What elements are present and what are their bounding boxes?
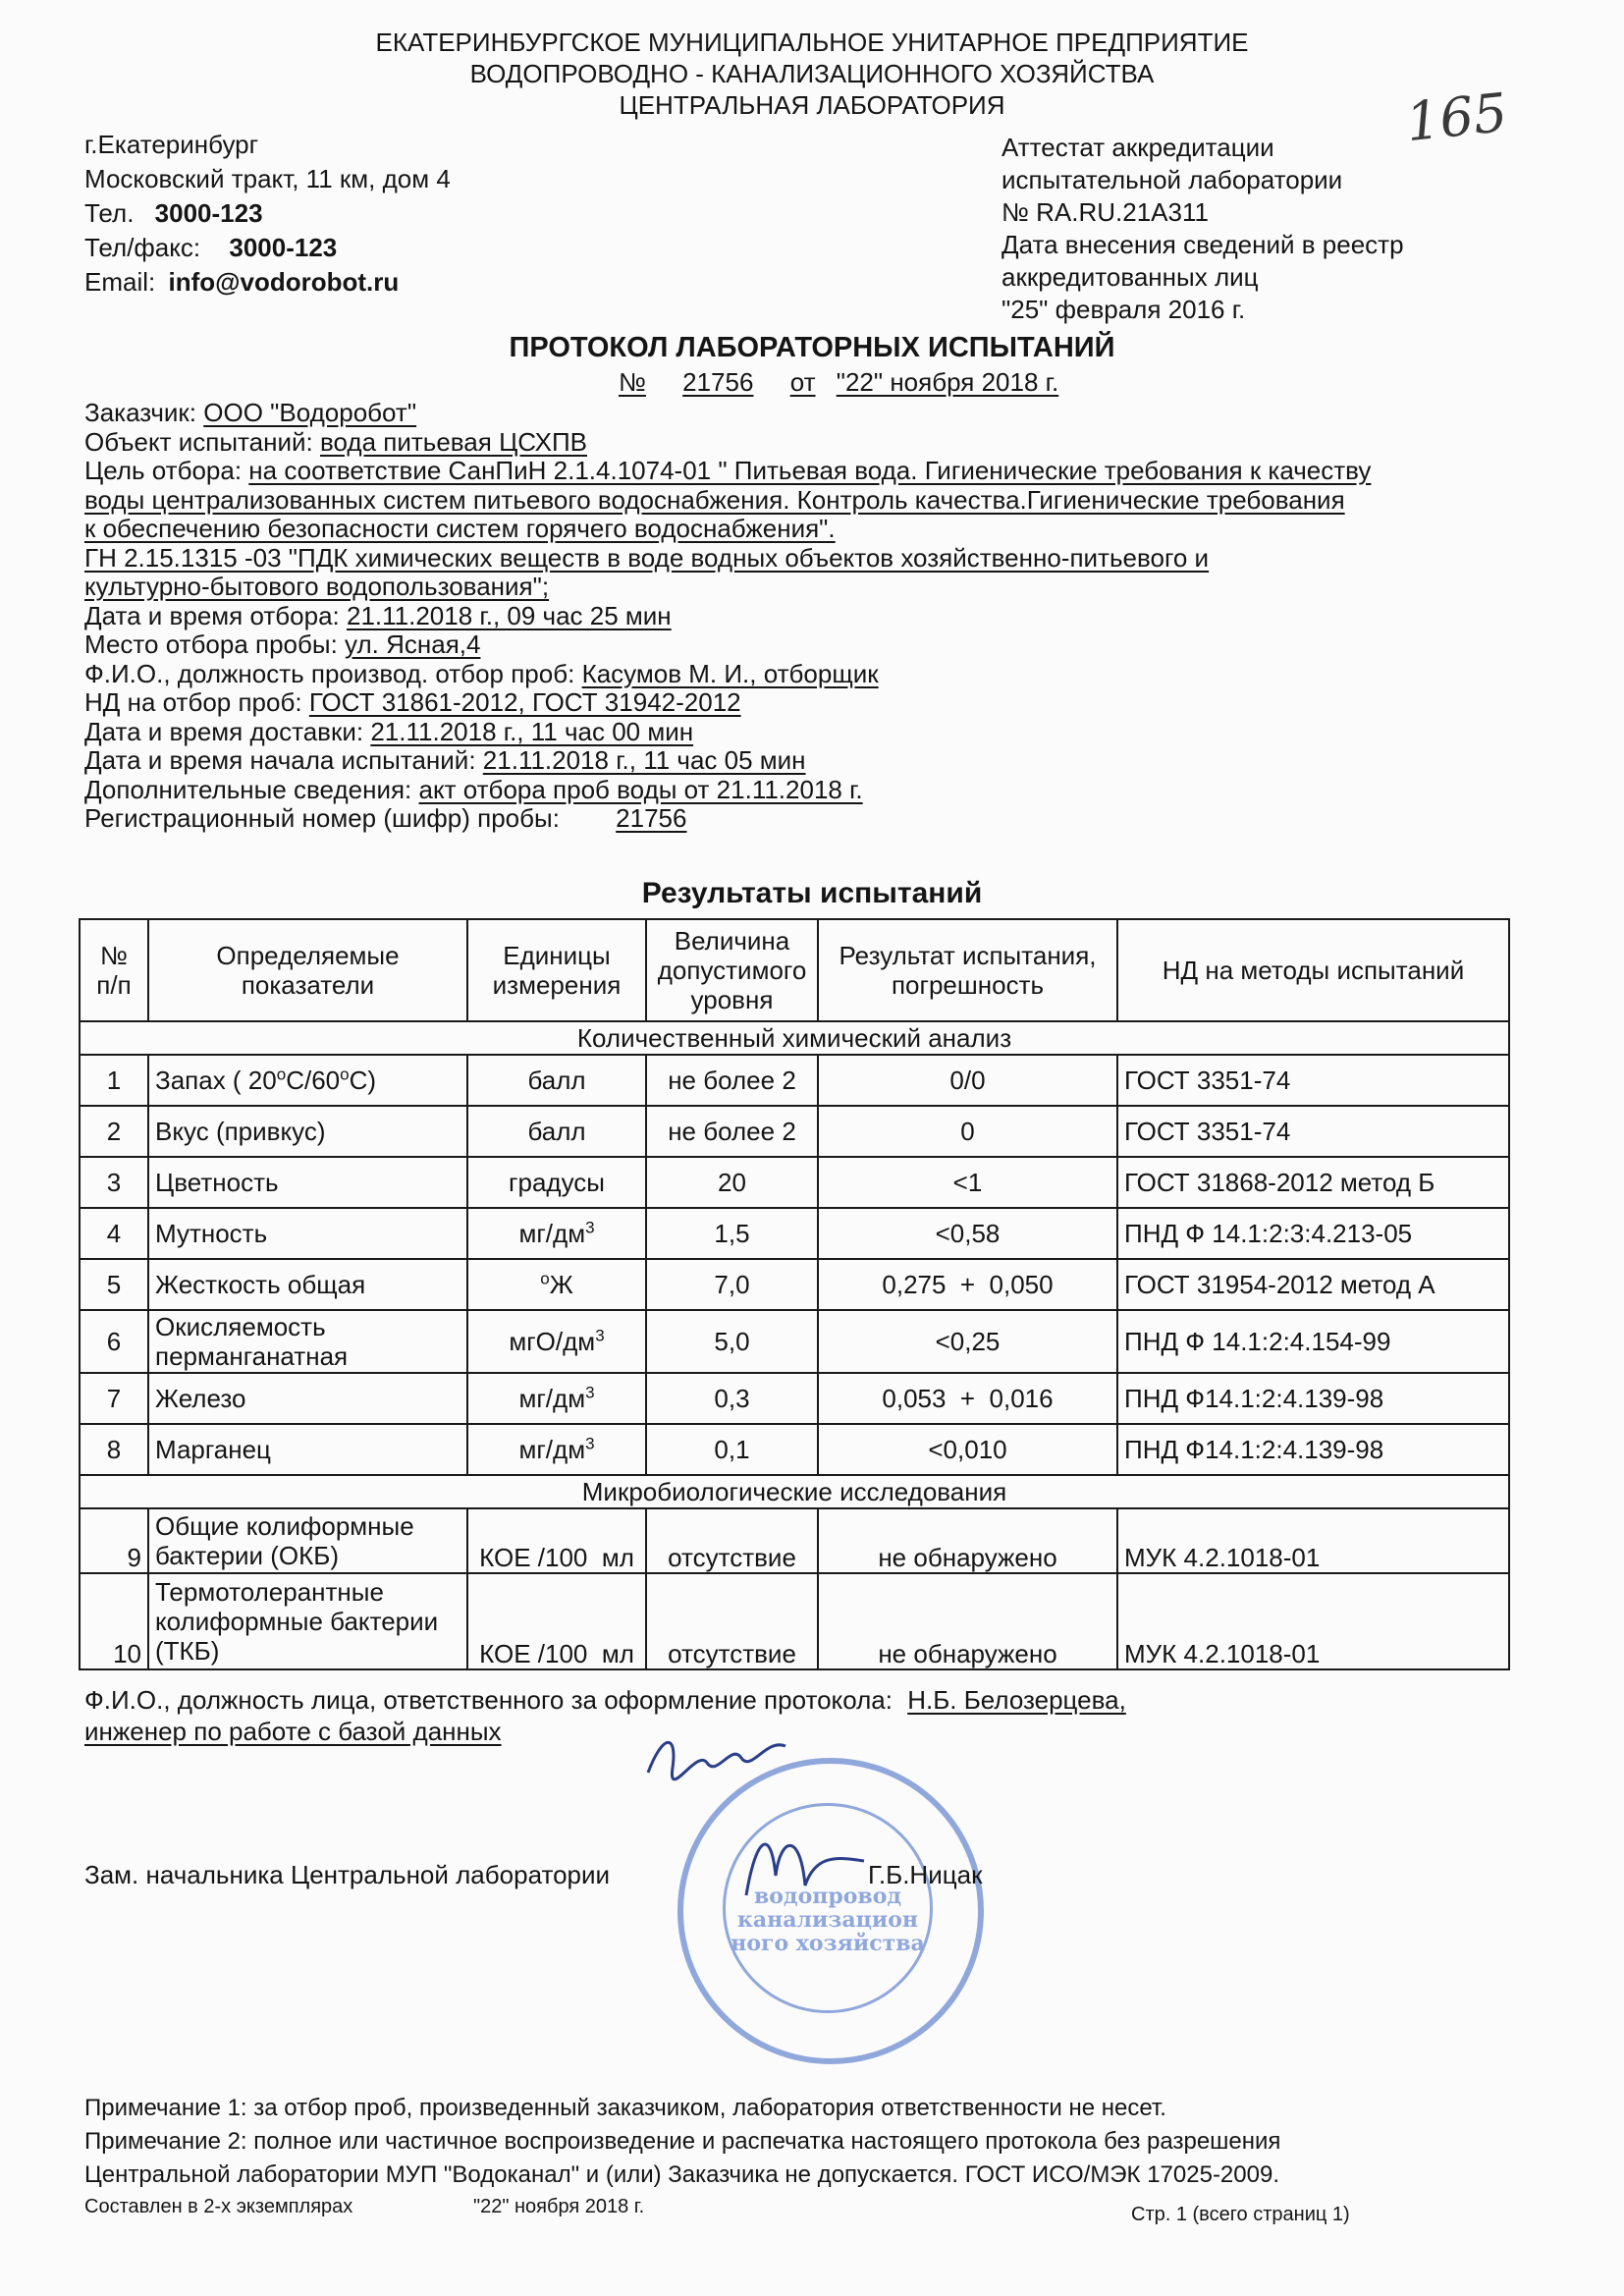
row-result: <0,58 bbox=[818, 1208, 1117, 1259]
delivery-datetime: 21.11.2018 г., 11 час 00 мин bbox=[370, 716, 694, 746]
row-result: 0/0 bbox=[818, 1055, 1117, 1106]
header-method: НД на методы испытаний bbox=[1117, 919, 1509, 1021]
signer-signature bbox=[727, 1817, 874, 1905]
row-num: 2 bbox=[80, 1106, 148, 1157]
row-method: ГОСТ 3351-74 bbox=[1117, 1106, 1509, 1157]
sampler-name: Касумов М. И., отборщик bbox=[581, 658, 879, 688]
field-label: Дата и время начала испытаний: bbox=[84, 745, 476, 775]
row-num: 8 bbox=[80, 1424, 148, 1475]
org-name-line2: ВОДОПРОВОДНО - КАНАЛИЗАЦИОННОГО ХОЗЯЙСТВА bbox=[469, 59, 1155, 88]
field-label: Цель отбора: bbox=[84, 456, 243, 485]
table-row bbox=[80, 1208, 1509, 1259]
protocol-title: ПРОТОКОЛ ЛАБОРАТОРНЫХ ИСПЫТАНИЙ bbox=[509, 332, 1115, 363]
footer-date: "22" ноября 2018 г. bbox=[473, 2196, 645, 2217]
sampling-datetime: 21.11.2018 г., 09 час 25 мин bbox=[346, 600, 672, 630]
row-result: 0,275 + 0,050 bbox=[818, 1259, 1117, 1310]
accreditation-date: "25" февраля 2016 г. bbox=[1001, 295, 1246, 324]
field-label: Заказчик: bbox=[84, 398, 197, 427]
row-num: 6 bbox=[80, 1310, 148, 1373]
row-limit: отсутствие bbox=[646, 1573, 818, 1669]
accreditation-line: Аттестат аккредитации bbox=[1001, 133, 1274, 162]
indicator-text: С/60 bbox=[286, 1066, 341, 1095]
responsible-name: Н.Б. Белозерцева, bbox=[907, 1685, 1126, 1715]
protocol-fields bbox=[84, 399, 1371, 834]
responsible-label: Ф.И.О., должность лица, ответственного за оформление протокола: bbox=[84, 1685, 893, 1715]
row-num: 7 bbox=[80, 1373, 148, 1424]
protocol-number-label: № bbox=[619, 367, 646, 397]
test-start-datetime: 21.11.2018 г., 11 час 05 мин bbox=[482, 745, 806, 775]
row-result: не обнаружено bbox=[818, 1508, 1117, 1573]
protocol-number-line bbox=[619, 367, 1058, 398]
row-indicator bbox=[148, 1310, 467, 1373]
row-result: <0,25 bbox=[818, 1310, 1117, 1373]
table-row bbox=[80, 1424, 1509, 1475]
row-units: КОЕ /100 мл bbox=[467, 1508, 646, 1573]
contacts-tel bbox=[84, 198, 451, 229]
stamp-text: водопровод канализацион ного хозяйства bbox=[731, 1884, 925, 1956]
table-row bbox=[80, 1106, 1509, 1157]
row-units bbox=[467, 1259, 646, 1310]
row-indicator bbox=[148, 1508, 467, 1573]
email-value: info@vodorobot.ru bbox=[168, 267, 400, 297]
units-text: мгО/дм bbox=[509, 1327, 596, 1356]
indicator-text: перманганатная bbox=[155, 1341, 349, 1371]
notes-block bbox=[84, 2092, 1280, 2192]
contacts-city: г.Екатеринбург bbox=[84, 130, 259, 159]
protocol-number: 21756 bbox=[682, 367, 754, 397]
row-method: ПНД Ф14.1:2:4.139-98 bbox=[1117, 1424, 1509, 1475]
field-label: Ф.И.О., должность производ. отбор проб: bbox=[84, 658, 575, 688]
fax-label: Тел/факс: bbox=[84, 233, 201, 262]
section-microbiological: Микробиологические исследования bbox=[80, 1475, 1509, 1508]
results-table bbox=[79, 918, 1510, 1670]
tel-label: Тел. bbox=[84, 198, 135, 228]
accreditation-block bbox=[1001, 132, 1404, 326]
table-header-row bbox=[80, 919, 1509, 1021]
purpose-value: к обеспечению безопасности систем горячего водоснабжения". bbox=[84, 514, 836, 543]
email-label: Email: bbox=[84, 267, 156, 297]
signer-name: Г.Б.Ницак bbox=[868, 1860, 983, 1889]
row-method: ПНД Ф 14.1:2:4.154-99 bbox=[1117, 1310, 1509, 1373]
row-method: МУК 4.2.1018-01 bbox=[1117, 1573, 1509, 1669]
results-title: Результаты испытаний bbox=[641, 877, 983, 909]
row-indicator: Марганец bbox=[148, 1424, 467, 1475]
units-text: мг/дм bbox=[518, 1435, 586, 1464]
units-text: Ж bbox=[549, 1270, 573, 1299]
row-units bbox=[467, 1373, 646, 1424]
row-result: не обнаружено bbox=[818, 1573, 1117, 1669]
registration-number: 21756 bbox=[616, 803, 687, 833]
row-limit: 7,0 bbox=[646, 1259, 818, 1310]
indicator-text: С) bbox=[349, 1066, 377, 1095]
row-indicator: Мутность bbox=[148, 1208, 467, 1259]
row-indicator: Жесткость общая bbox=[148, 1259, 467, 1310]
row-method: МУК 4.2.1018-01 bbox=[1117, 1508, 1509, 1573]
units-text: мг/дм bbox=[518, 1384, 586, 1413]
indicator-text: Термотолерантные bbox=[155, 1577, 384, 1607]
note-2: Примечание 2: полное или частичное воспроизведение и распечатка настоящего протокола без разрешения bbox=[84, 2128, 1281, 2155]
indicator-text: Общие колиформные bbox=[155, 1511, 414, 1541]
object-value: вода питьевая ЦСХПВ bbox=[320, 426, 587, 457]
superscript: 3 bbox=[595, 1326, 605, 1345]
row-indicator: Железо bbox=[148, 1373, 467, 1424]
copies-note: Составлен в 2-х экземплярах bbox=[84, 2196, 353, 2217]
field-label: Дата и время доставки: bbox=[84, 716, 364, 746]
sampling-standard: ГОСТ 31861-2012, ГОСТ 31942-2012 bbox=[308, 687, 741, 717]
accreditation-line: испытательной лаборатории bbox=[1001, 165, 1343, 194]
purpose-value: воды централизованных систем питьевого водоснабжения. Контроль качества.Гигиенические требования bbox=[84, 484, 1345, 515]
field-label: Место отбора пробы: bbox=[84, 629, 338, 659]
superscript: o bbox=[276, 1065, 287, 1084]
row-indicator bbox=[148, 1573, 467, 1669]
row-method: ПНД Ф14.1:2:4.139-98 bbox=[1117, 1373, 1509, 1424]
row-method: ГОСТ 31954-2012 метод А bbox=[1117, 1259, 1509, 1310]
superscript: o bbox=[340, 1065, 350, 1084]
row-units bbox=[467, 1208, 646, 1259]
header-indicator: Определяемые показатели bbox=[148, 919, 467, 1021]
row-units bbox=[467, 1424, 646, 1475]
row-units bbox=[467, 1310, 646, 1373]
row-result: 0,053 + 0,016 bbox=[818, 1373, 1117, 1424]
table-row bbox=[80, 1259, 1509, 1310]
row-limit: 0,3 bbox=[646, 1373, 818, 1424]
row-method: ГОСТ 31868-2012 метод Б bbox=[1117, 1157, 1509, 1208]
row-num: 4 bbox=[80, 1208, 148, 1259]
row-num: 9 bbox=[80, 1508, 148, 1573]
field-label: Дата и время отбора: bbox=[84, 600, 340, 630]
row-method: ГОСТ 3351-74 bbox=[1117, 1055, 1509, 1106]
indicator-text: Окисляемость bbox=[155, 1312, 326, 1341]
responsible-position: инженер по работе с базой данных bbox=[84, 1717, 502, 1746]
row-limit: 1,5 bbox=[646, 1208, 818, 1259]
table-row bbox=[80, 1508, 1509, 1573]
row-num: 10 bbox=[80, 1573, 148, 1669]
row-num: 3 bbox=[80, 1157, 148, 1208]
row-num: 1 bbox=[80, 1055, 148, 1106]
customer-value: ООО "Водоробот" bbox=[203, 398, 417, 427]
header-limit: Величина допустимого уровня bbox=[646, 919, 818, 1021]
indicator-text: колиформные бактерии bbox=[155, 1607, 439, 1636]
superscript: 3 bbox=[585, 1383, 595, 1402]
units-text: мг/дм bbox=[518, 1219, 586, 1248]
superscript: 3 bbox=[585, 1218, 595, 1237]
contacts-email bbox=[84, 267, 451, 298]
handwritten-page-mark: 165 bbox=[1402, 81, 1511, 154]
row-units: градусы bbox=[467, 1157, 646, 1208]
row-indicator: Вкус (привкус) bbox=[148, 1106, 467, 1157]
note-1: Примечание 1: за отбор проб, произведенный заказчиком, лаборатория ответственности не несет. bbox=[84, 2095, 1166, 2121]
row-limit: не более 2 bbox=[646, 1106, 818, 1157]
protocol-date: "22" ноября 2018 г. bbox=[836, 367, 1059, 397]
tel-value: 3000-123 bbox=[154, 198, 263, 228]
row-indicator bbox=[148, 1055, 467, 1106]
header-num: № п/п bbox=[80, 919, 148, 1021]
purpose-value: на соответствие СанПиН 2.1.4.1074-01 " Питьевая вода. Гигиенические требования к качеству bbox=[248, 456, 1372, 485]
accreditation-line: аккредитованных лиц bbox=[1001, 262, 1259, 292]
row-num: 5 bbox=[80, 1259, 148, 1310]
header-units: Единицы измерения bbox=[467, 919, 646, 1021]
indicator-text: Запах ( 20 bbox=[155, 1066, 277, 1095]
row-units: балл bbox=[467, 1106, 646, 1157]
sampling-place: ул. Ясная,4 bbox=[345, 629, 481, 659]
row-limit: 20 bbox=[646, 1157, 818, 1208]
table-row bbox=[80, 1157, 1509, 1208]
header-result: Результат испытания, погрешность bbox=[818, 919, 1117, 1021]
field-label: Дополнительные сведения: bbox=[84, 774, 412, 804]
row-limit: не более 2 bbox=[646, 1055, 818, 1106]
field-label: Объект испытаний: bbox=[84, 426, 313, 457]
row-result: 0 bbox=[818, 1106, 1117, 1157]
indicator-text: (ТКБ) bbox=[155, 1636, 220, 1666]
field-label: НД на отбор проб: bbox=[84, 687, 302, 717]
row-indicator: Цветность bbox=[148, 1157, 467, 1208]
protocol-date-label: от bbox=[789, 367, 816, 397]
additional-info: акт отбора проб воды от 21.11.2018 г. bbox=[418, 774, 863, 804]
superscript: o bbox=[540, 1269, 550, 1288]
contacts-block bbox=[84, 130, 451, 298]
org-name-line3: ЦЕНТРАЛЬНАЯ ЛАБОРАТОРИЯ bbox=[619, 90, 1005, 120]
row-result: <0,010 bbox=[818, 1424, 1117, 1475]
section-chemical: Количественный химический анализ bbox=[80, 1021, 1509, 1055]
superscript: 3 bbox=[585, 1434, 595, 1453]
row-limit: 5,0 bbox=[646, 1310, 818, 1373]
indicator-text: бактерии (ОКБ) bbox=[155, 1541, 339, 1570]
purpose-value: ГН 2.15.1315 -03 "ПДК химических веществ в воде водных объектов хозяйственно-питьевого и bbox=[84, 542, 1210, 573]
accreditation-number: № RA.RU.21A311 bbox=[1001, 197, 1209, 227]
official-stamp bbox=[677, 1758, 984, 2064]
page-number: Стр. 1 (всего страниц 1) bbox=[1131, 2204, 1350, 2225]
table-row bbox=[80, 1310, 1509, 1373]
row-limit: 0,1 bbox=[646, 1424, 818, 1475]
field-label: Регистрационный номер (шифр) пробы: bbox=[84, 803, 560, 833]
table-row bbox=[80, 1573, 1509, 1669]
row-units: балл bbox=[467, 1055, 646, 1106]
contacts-address: Московский тракт, 11 км, дом 4 bbox=[84, 164, 451, 193]
row-result: <1 bbox=[818, 1157, 1117, 1208]
row-method: ПНД Ф 14.1:2:3:4.213-05 bbox=[1117, 1208, 1509, 1259]
table-row bbox=[80, 1373, 1509, 1424]
table-row bbox=[80, 1055, 1509, 1106]
responsible-line bbox=[84, 1685, 1126, 1716]
contacts-fax bbox=[84, 233, 451, 263]
signer-title: Зам. начальника Центральной лаборатории bbox=[84, 1860, 611, 1889]
purpose-value: культурно-бытового водопользования"; bbox=[84, 572, 550, 601]
note-2-continued: Центральной лаборатории МУП "Водоканал" и (или) Заказчика не допускается. ГОСТ ИСО/МЭК 17025-2009. bbox=[84, 2161, 1279, 2188]
org-name-line1: ЕКАТЕРИНБУРГСКОЕ МУНИЦИПАЛЬНОЕ УНИТАРНОЕ ПРЕДПРИЯТИЕ bbox=[375, 27, 1249, 57]
row-limit: отсутствие bbox=[646, 1508, 818, 1573]
fax-value: 3000-123 bbox=[229, 233, 338, 262]
row-units: КОЕ /100 мл bbox=[467, 1573, 646, 1669]
accreditation-line: Дата внесения сведений в реестр bbox=[1001, 230, 1404, 259]
